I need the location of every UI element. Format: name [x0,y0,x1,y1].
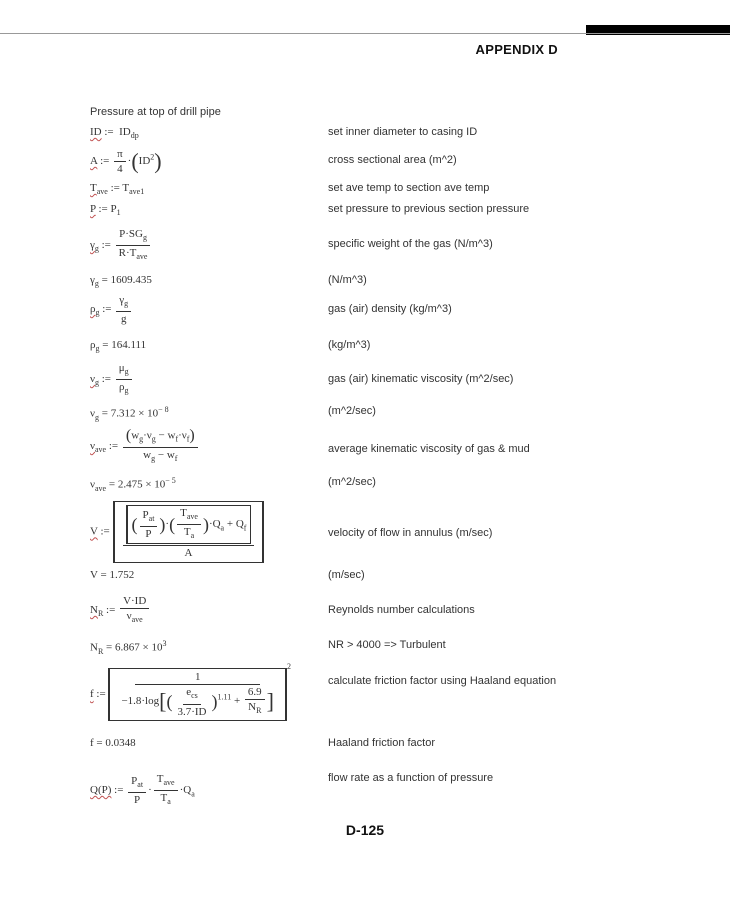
equation: $N_R$ := $\frac{V\cdot ID}{\nu_{ave}}$ [90,595,151,626]
page-number: D-125 [345,822,385,838]
equation: $\nu_g$ := $\frac{\mu_g}{\rho_g}$ [90,362,134,397]
gamma-value: 1609.435 [110,274,152,286]
comment: (N/m^3) [328,274,367,286]
result: $\nu_g = 7.312 \times 10^{- 8}$ [90,405,169,422]
equation: $\nu_{ave}$ := $\frac{(w_g\cdot\nu_g - w_f\cdot\nu_f)}{w_g - w_f}$ [90,428,200,465]
equation: f := 1 −1.8·log[( $\frac{e_{cs}}{3.7\cdot ID}$ )$^{1.11}$ + $\frac{6.9}{N_R}$ ] $^2$ [90,662,291,721]
header-rule [0,33,730,34]
equation: $\rho_g$ := $\frac{\gamma_g}{g}$ [90,294,133,325]
nu-value: 7.312 [110,407,136,420]
appendix-header: APPENDIX D [475,42,558,57]
section-title: Pressure at top of drill pipe [90,106,221,118]
equation: A := $\frac{\pi}{4}$ $\cdot(ID^2)$ [90,148,162,175]
equation: ID := $ID_{dp}$ [90,126,139,141]
nuave-value: 2.475 [117,478,143,491]
result: $\rho_g = 164.111$ [90,339,147,354]
result: f = 0.0348 [90,737,136,749]
equation: $\gamma_g$ := $\frac{P\cdot SG_g}{R\cdot T_{ave}}$ [90,228,152,263]
comment: Haaland friction factor [328,737,435,749]
comment: Reynolds number calculations [328,604,475,616]
comment: (kg/m^3) [328,339,371,351]
comment: set pressure to previous section pressure [328,203,530,215]
comment: specific weight of the gas (N/m^3) [328,238,493,250]
comment: gas (air) density (kg/m^3) [328,303,452,315]
result: $\gamma_g = 1609.435$ [90,274,152,289]
f-value: 0.0348 [105,737,136,749]
comment: (m^2/sec) [328,476,376,488]
nr-value: 6.867 [115,641,140,654]
result: $\nu_{ave} = 2.475 \times 10^{- 5}$ [90,476,176,493]
comment: velocity of flow in annulus (m/sec) [328,527,493,539]
nu-exponent: − 8 [158,405,169,414]
rho-value: 164.111 [111,339,147,351]
comment: (m/sec) [328,569,365,581]
comment: cross sectional area (m^2) [328,154,457,166]
result: $N_R = 6.867 \times 10^3$ [90,639,167,656]
comment: set ave temp to section ave temp [328,182,490,194]
equation: Q(P) := $\frac{P_{at}}{P}$ · $\frac{T_{ave}}{T_a}$ $\cdot Q_a$ [90,773,195,807]
comment: (m^2/sec) [328,405,376,417]
result: V = 1.752 [90,569,135,581]
nr-exponent: 3 [162,639,167,648]
equation: V := ( $\frac{P_{at}}{P}$ )·( $\frac{T_{ave}}{T_a}$ )$\cdot Q_a + Q_f$ A [90,501,264,563]
equation: $T_{ave}$ := $T_{ave1}$ [90,182,145,197]
comment: NR > 4000 => Turbulent [328,639,446,651]
comment: calculate friction factor using Haaland equation [328,675,557,687]
nuave-exponent: − 5 [165,476,176,485]
comment: gas (air) kinematic viscosity (m^2/sec) [328,373,514,385]
equation: P := $P_1$ [90,203,121,218]
comment: average kinematic viscosity of gas & mud [328,443,530,455]
comment: set inner diameter to casing ID [328,126,478,138]
v-value: 1.752 [109,569,135,581]
comment: flow rate as a function of pressure [328,772,494,784]
